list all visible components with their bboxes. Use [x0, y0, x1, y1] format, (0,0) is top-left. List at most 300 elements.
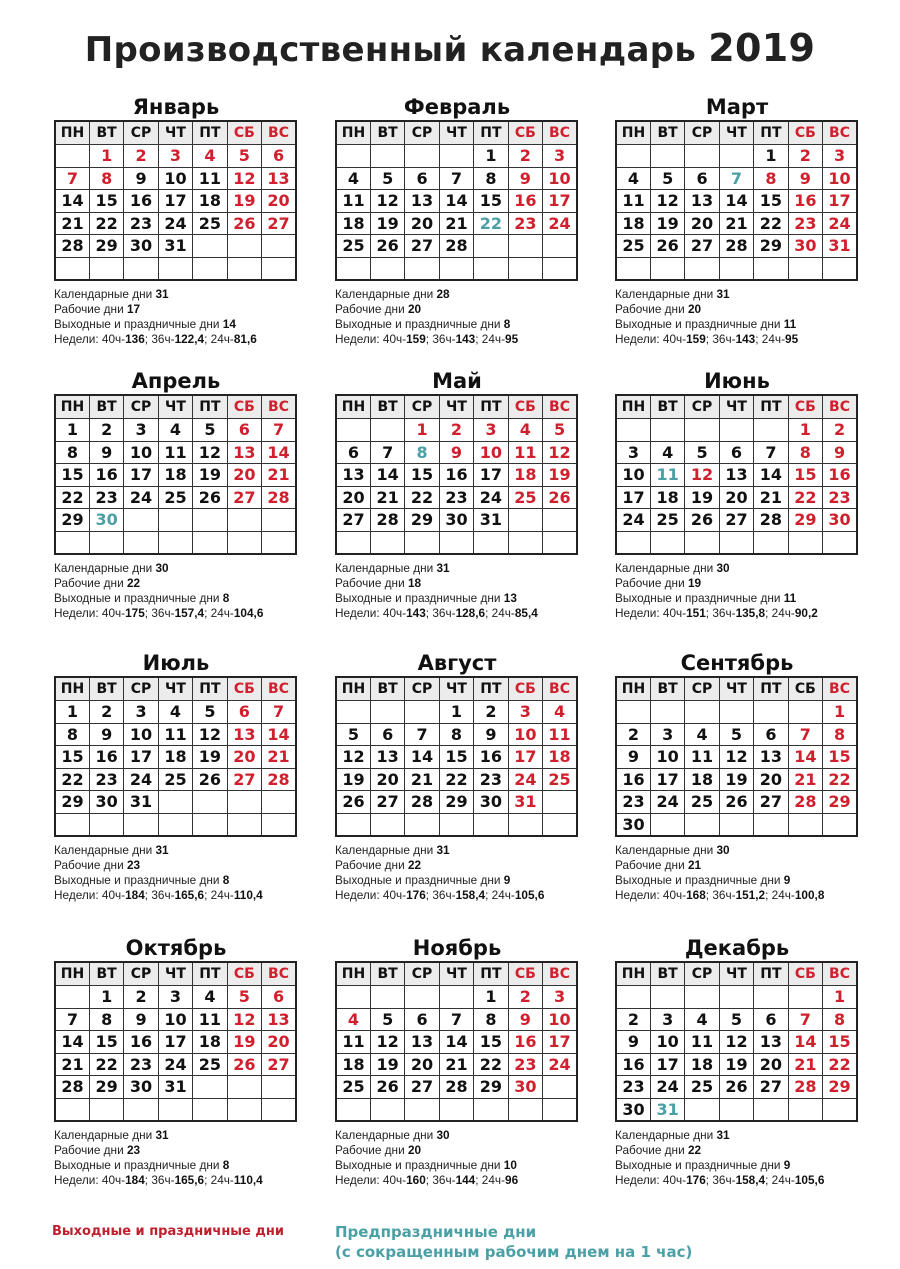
day-cell[interactable]: 11: [685, 1031, 719, 1054]
day-cell[interactable]: 29: [55, 791, 89, 814]
day-cell[interactable]: 24: [823, 212, 857, 235]
day-cell[interactable]: 17: [650, 768, 684, 791]
day-cell[interactable]: 8: [823, 1008, 857, 1031]
day-cell[interactable]: 2: [508, 986, 542, 1009]
day-cell[interactable]: 12: [650, 190, 684, 213]
day-cell[interactable]: 19: [193, 464, 227, 487]
day-cell[interactable]: 5: [193, 701, 227, 724]
day-cell[interactable]: 20: [227, 464, 261, 487]
day-cell[interactable]: 23: [616, 791, 650, 814]
day-cell[interactable]: 1: [788, 419, 822, 442]
day-cell[interactable]: 7: [788, 723, 822, 746]
day-cell[interactable]: 30: [89, 509, 123, 532]
day-cell[interactable]: 24: [474, 486, 508, 509]
day-cell[interactable]: 18: [543, 746, 577, 769]
day-cell[interactable]: 12: [193, 723, 227, 746]
day-cell[interactable]: 24: [124, 768, 158, 791]
day-cell[interactable]: 1: [474, 145, 508, 168]
day-cell[interactable]: 11: [650, 464, 684, 487]
day-cell[interactable]: 16: [616, 768, 650, 791]
day-cell[interactable]: 18: [158, 746, 192, 769]
day-cell[interactable]: 20: [262, 190, 296, 213]
day-cell[interactable]: 28: [788, 1076, 822, 1099]
day-cell[interactable]: 30: [124, 1076, 158, 1099]
day-cell[interactable]: 1: [823, 986, 857, 1009]
day-cell[interactable]: 19: [719, 1053, 753, 1076]
day-cell[interactable]: 1: [55, 419, 89, 442]
day-cell[interactable]: 6: [227, 701, 261, 724]
day-cell[interactable]: 9: [89, 441, 123, 464]
day-cell[interactable]: 29: [439, 791, 473, 814]
day-cell[interactable]: 20: [405, 212, 439, 235]
day-cell[interactable]: 24: [124, 486, 158, 509]
day-cell[interactable]: 19: [336, 768, 370, 791]
day-cell[interactable]: 27: [719, 509, 753, 532]
day-cell[interactable]: 24: [508, 768, 542, 791]
day-cell[interactable]: 22: [439, 768, 473, 791]
day-cell[interactable]: 17: [124, 746, 158, 769]
day-cell[interactable]: 1: [439, 701, 473, 724]
day-cell[interactable]: 23: [89, 486, 123, 509]
day-cell[interactable]: 25: [543, 768, 577, 791]
day-cell[interactable]: 2: [124, 986, 158, 1009]
day-cell[interactable]: 9: [788, 167, 822, 190]
day-cell[interactable]: 16: [616, 1053, 650, 1076]
day-cell[interactable]: 31: [124, 791, 158, 814]
day-cell[interactable]: 14: [370, 464, 404, 487]
day-cell[interactable]: 5: [227, 986, 261, 1009]
day-cell[interactable]: 25: [193, 212, 227, 235]
day-cell[interactable]: 1: [474, 986, 508, 1009]
day-cell[interactable]: 14: [788, 746, 822, 769]
day-cell[interactable]: 21: [55, 212, 89, 235]
day-cell[interactable]: 6: [262, 145, 296, 168]
day-cell[interactable]: 11: [685, 746, 719, 769]
day-cell[interactable]: 26: [336, 791, 370, 814]
day-cell[interactable]: 7: [719, 167, 753, 190]
day-cell[interactable]: 4: [650, 441, 684, 464]
day-cell[interactable]: 30: [788, 235, 822, 258]
day-cell[interactable]: 16: [124, 1031, 158, 1054]
day-cell[interactable]: 6: [719, 441, 753, 464]
day-cell[interactable]: 13: [262, 1008, 296, 1031]
day-cell[interactable]: 11: [193, 1008, 227, 1031]
day-cell[interactable]: 26: [227, 212, 261, 235]
day-cell[interactable]: 27: [262, 212, 296, 235]
day-cell[interactable]: 11: [543, 723, 577, 746]
day-cell[interactable]: 10: [543, 1008, 577, 1031]
day-cell[interactable]: 13: [370, 746, 404, 769]
day-cell[interactable]: 15: [439, 746, 473, 769]
day-cell[interactable]: 22: [55, 486, 89, 509]
day-cell[interactable]: 30: [508, 1076, 542, 1099]
day-cell[interactable]: 14: [55, 190, 89, 213]
day-cell[interactable]: 2: [124, 145, 158, 168]
day-cell[interactable]: 18: [508, 464, 542, 487]
day-cell[interactable]: 31: [508, 791, 542, 814]
day-cell[interactable]: 13: [685, 190, 719, 213]
day-cell[interactable]: 3: [543, 145, 577, 168]
day-cell[interactable]: 18: [685, 1053, 719, 1076]
day-cell[interactable]: 10: [508, 723, 542, 746]
day-cell[interactable]: 12: [719, 746, 753, 769]
day-cell[interactable]: 12: [370, 1031, 404, 1054]
day-cell[interactable]: 2: [616, 723, 650, 746]
day-cell[interactable]: 29: [405, 509, 439, 532]
day-cell[interactable]: 26: [370, 235, 404, 258]
day-cell[interactable]: 25: [508, 486, 542, 509]
day-cell[interactable]: 21: [262, 464, 296, 487]
day-cell[interactable]: 14: [262, 441, 296, 464]
day-cell[interactable]: 6: [227, 419, 261, 442]
day-cell[interactable]: 10: [124, 441, 158, 464]
day-cell[interactable]: 8: [474, 1008, 508, 1031]
day-cell[interactable]: 31: [158, 235, 192, 258]
day-cell[interactable]: 3: [158, 986, 192, 1009]
day-cell[interactable]: 24: [158, 212, 192, 235]
day-cell[interactable]: 27: [405, 1076, 439, 1099]
day-cell[interactable]: 4: [193, 145, 227, 168]
day-cell[interactable]: 12: [227, 167, 261, 190]
day-cell[interactable]: 25: [650, 509, 684, 532]
day-cell[interactable]: 12: [543, 441, 577, 464]
day-cell[interactable]: 3: [650, 723, 684, 746]
day-cell[interactable]: 21: [439, 1053, 473, 1076]
day-cell[interactable]: 17: [124, 464, 158, 487]
day-cell[interactable]: 6: [262, 986, 296, 1009]
day-cell[interactable]: 22: [823, 768, 857, 791]
day-cell[interactable]: 12: [193, 441, 227, 464]
day-cell[interactable]: 22: [754, 212, 788, 235]
day-cell[interactable]: 13: [336, 464, 370, 487]
day-cell[interactable]: 29: [823, 791, 857, 814]
day-cell[interactable]: 20: [262, 1031, 296, 1054]
day-cell[interactable]: 17: [508, 746, 542, 769]
day-cell[interactable]: 1: [823, 701, 857, 724]
day-cell[interactable]: 25: [685, 1076, 719, 1099]
day-cell[interactable]: 29: [474, 1076, 508, 1099]
day-cell[interactable]: 4: [508, 419, 542, 442]
day-cell[interactable]: 11: [508, 441, 542, 464]
day-cell[interactable]: 28: [262, 486, 296, 509]
day-cell[interactable]: 1: [89, 145, 123, 168]
day-cell[interactable]: 27: [405, 235, 439, 258]
day-cell[interactable]: 15: [823, 1031, 857, 1054]
day-cell[interactable]: 3: [158, 145, 192, 168]
day-cell[interactable]: 31: [823, 235, 857, 258]
day-cell[interactable]: 14: [405, 746, 439, 769]
day-cell[interactable]: 21: [719, 212, 753, 235]
day-cell[interactable]: 2: [788, 145, 822, 168]
day-cell[interactable]: 19: [650, 212, 684, 235]
day-cell[interactable]: 11: [158, 441, 192, 464]
day-cell[interactable]: 9: [474, 723, 508, 746]
day-cell[interactable]: 28: [719, 235, 753, 258]
day-cell[interactable]: 9: [89, 723, 123, 746]
day-cell[interactable]: 15: [55, 464, 89, 487]
day-cell[interactable]: 13: [262, 167, 296, 190]
day-cell[interactable]: 8: [55, 441, 89, 464]
day-cell[interactable]: 9: [124, 1008, 158, 1031]
day-cell[interactable]: 4: [158, 419, 192, 442]
day-cell[interactable]: 19: [370, 212, 404, 235]
day-cell[interactable]: 17: [158, 1031, 192, 1054]
day-cell[interactable]: 5: [650, 167, 684, 190]
day-cell[interactable]: 16: [89, 746, 123, 769]
day-cell[interactable]: 2: [89, 419, 123, 442]
day-cell[interactable]: 24: [616, 509, 650, 532]
day-cell[interactable]: 30: [439, 509, 473, 532]
day-cell[interactable]: 9: [616, 746, 650, 769]
day-cell[interactable]: 26: [685, 509, 719, 532]
day-cell[interactable]: 5: [370, 1008, 404, 1031]
day-cell[interactable]: 4: [193, 986, 227, 1009]
day-cell[interactable]: 4: [336, 1008, 370, 1031]
day-cell[interactable]: 10: [823, 167, 857, 190]
day-cell[interactable]: 18: [158, 464, 192, 487]
day-cell[interactable]: 14: [262, 723, 296, 746]
day-cell[interactable]: 22: [55, 768, 89, 791]
day-cell[interactable]: 29: [788, 509, 822, 532]
day-cell[interactable]: 28: [55, 1076, 89, 1099]
day-cell[interactable]: 16: [89, 464, 123, 487]
day-cell[interactable]: 4: [685, 1008, 719, 1031]
day-cell[interactable]: 5: [719, 723, 753, 746]
day-cell[interactable]: 19: [719, 768, 753, 791]
day-cell[interactable]: 10: [650, 1031, 684, 1054]
day-cell[interactable]: 8: [474, 167, 508, 190]
day-cell[interactable]: 13: [754, 1031, 788, 1054]
day-cell[interactable]: 20: [754, 1053, 788, 1076]
day-cell[interactable]: 25: [616, 235, 650, 258]
day-cell[interactable]: 7: [262, 701, 296, 724]
day-cell[interactable]: 3: [124, 419, 158, 442]
day-cell[interactable]: 20: [405, 1053, 439, 1076]
day-cell[interactable]: 22: [823, 1053, 857, 1076]
day-cell[interactable]: 13: [227, 441, 261, 464]
day-cell[interactable]: 18: [650, 486, 684, 509]
day-cell[interactable]: 6: [754, 723, 788, 746]
day-cell[interactable]: 18: [193, 190, 227, 213]
day-cell[interactable]: 21: [788, 768, 822, 791]
day-cell[interactable]: 30: [616, 1098, 650, 1121]
day-cell[interactable]: 19: [227, 1031, 261, 1054]
day-cell[interactable]: 23: [788, 212, 822, 235]
day-cell[interactable]: 1: [55, 701, 89, 724]
day-cell[interactable]: 21: [754, 486, 788, 509]
day-cell[interactable]: 16: [124, 190, 158, 213]
day-cell[interactable]: 21: [55, 1053, 89, 1076]
day-cell[interactable]: 1: [405, 419, 439, 442]
day-cell[interactable]: 7: [262, 419, 296, 442]
day-cell[interactable]: 19: [685, 486, 719, 509]
day-cell[interactable]: 6: [405, 167, 439, 190]
day-cell[interactable]: 14: [719, 190, 753, 213]
day-cell[interactable]: 30: [616, 813, 650, 836]
day-cell[interactable]: 24: [650, 1076, 684, 1099]
day-cell[interactable]: 14: [55, 1031, 89, 1054]
day-cell[interactable]: 14: [439, 190, 473, 213]
day-cell[interactable]: 19: [370, 1053, 404, 1076]
day-cell[interactable]: 13: [227, 723, 261, 746]
day-cell[interactable]: 26: [719, 791, 753, 814]
day-cell[interactable]: 23: [474, 768, 508, 791]
day-cell[interactable]: 9: [823, 441, 857, 464]
day-cell[interactable]: 8: [754, 167, 788, 190]
day-cell[interactable]: 22: [474, 212, 508, 235]
day-cell[interactable]: 26: [193, 768, 227, 791]
day-cell[interactable]: 28: [370, 509, 404, 532]
day-cell[interactable]: 23: [89, 768, 123, 791]
day-cell[interactable]: 14: [788, 1031, 822, 1054]
day-cell[interactable]: 25: [193, 1053, 227, 1076]
day-cell[interactable]: 5: [336, 723, 370, 746]
day-cell[interactable]: 28: [439, 1076, 473, 1099]
day-cell[interactable]: 21: [370, 486, 404, 509]
day-cell[interactable]: 28: [405, 791, 439, 814]
day-cell[interactable]: 26: [370, 1076, 404, 1099]
day-cell[interactable]: 26: [650, 235, 684, 258]
day-cell[interactable]: 22: [788, 486, 822, 509]
day-cell[interactable]: 25: [336, 1076, 370, 1099]
day-cell[interactable]: 15: [55, 746, 89, 769]
day-cell[interactable]: 22: [89, 1053, 123, 1076]
day-cell[interactable]: 10: [543, 167, 577, 190]
day-cell[interactable]: 19: [543, 464, 577, 487]
day-cell[interactable]: 23: [439, 486, 473, 509]
day-cell[interactable]: 5: [193, 419, 227, 442]
day-cell[interactable]: 20: [754, 768, 788, 791]
day-cell[interactable]: 20: [227, 746, 261, 769]
day-cell[interactable]: 17: [616, 486, 650, 509]
day-cell[interactable]: 11: [336, 1031, 370, 1054]
day-cell[interactable]: 28: [262, 768, 296, 791]
day-cell[interactable]: 15: [89, 1031, 123, 1054]
day-cell[interactable]: 11: [616, 190, 650, 213]
day-cell[interactable]: 6: [336, 441, 370, 464]
day-cell[interactable]: 31: [474, 509, 508, 532]
day-cell[interactable]: 19: [227, 190, 261, 213]
day-cell[interactable]: 17: [650, 1053, 684, 1076]
day-cell[interactable]: 18: [336, 212, 370, 235]
day-cell[interactable]: 30: [124, 235, 158, 258]
day-cell[interactable]: 7: [55, 1008, 89, 1031]
day-cell[interactable]: 15: [89, 190, 123, 213]
day-cell[interactable]: 15: [474, 190, 508, 213]
day-cell[interactable]: 1: [754, 145, 788, 168]
day-cell[interactable]: 7: [754, 441, 788, 464]
day-cell[interactable]: 12: [370, 190, 404, 213]
day-cell[interactable]: 25: [158, 768, 192, 791]
day-cell[interactable]: 29: [89, 1076, 123, 1099]
day-cell[interactable]: 7: [788, 1008, 822, 1031]
day-cell[interactable]: 9: [124, 167, 158, 190]
day-cell[interactable]: 18: [616, 212, 650, 235]
day-cell[interactable]: 4: [616, 167, 650, 190]
day-cell[interactable]: 15: [788, 464, 822, 487]
day-cell[interactable]: 8: [788, 441, 822, 464]
day-cell[interactable]: 18: [685, 768, 719, 791]
day-cell[interactable]: 6: [405, 1008, 439, 1031]
day-cell[interactable]: 17: [543, 1031, 577, 1054]
day-cell[interactable]: 23: [823, 486, 857, 509]
day-cell[interactable]: 20: [719, 486, 753, 509]
day-cell[interactable]: 3: [823, 145, 857, 168]
day-cell[interactable]: 17: [158, 190, 192, 213]
day-cell[interactable]: 15: [754, 190, 788, 213]
day-cell[interactable]: 29: [89, 235, 123, 258]
day-cell[interactable]: 31: [650, 1098, 684, 1121]
day-cell[interactable]: 5: [685, 441, 719, 464]
day-cell[interactable]: 8: [89, 1008, 123, 1031]
day-cell[interactable]: 3: [543, 986, 577, 1009]
day-cell[interactable]: 16: [439, 464, 473, 487]
day-cell[interactable]: 16: [508, 1031, 542, 1054]
day-cell[interactable]: 6: [370, 723, 404, 746]
day-cell[interactable]: 7: [405, 723, 439, 746]
day-cell[interactable]: 3: [474, 419, 508, 442]
day-cell[interactable]: 22: [405, 486, 439, 509]
day-cell[interactable]: 8: [405, 441, 439, 464]
day-cell[interactable]: 2: [439, 419, 473, 442]
day-cell[interactable]: 24: [543, 1053, 577, 1076]
day-cell[interactable]: 11: [193, 167, 227, 190]
day-cell[interactable]: 10: [124, 723, 158, 746]
day-cell[interactable]: 16: [508, 190, 542, 213]
day-cell[interactable]: 28: [439, 235, 473, 258]
day-cell[interactable]: 17: [474, 464, 508, 487]
day-cell[interactable]: 8: [439, 723, 473, 746]
day-cell[interactable]: 10: [158, 1008, 192, 1031]
day-cell[interactable]: 27: [227, 486, 261, 509]
day-cell[interactable]: 24: [158, 1053, 192, 1076]
day-cell[interactable]: 23: [508, 1053, 542, 1076]
day-cell[interactable]: 1: [89, 986, 123, 1009]
day-cell[interactable]: 2: [89, 701, 123, 724]
day-cell[interactable]: 3: [616, 441, 650, 464]
day-cell[interactable]: 10: [158, 167, 192, 190]
day-cell[interactable]: 5: [370, 167, 404, 190]
day-cell[interactable]: 21: [788, 1053, 822, 1076]
day-cell[interactable]: 23: [124, 212, 158, 235]
day-cell[interactable]: 27: [754, 791, 788, 814]
day-cell[interactable]: 27: [754, 1076, 788, 1099]
day-cell[interactable]: 2: [508, 145, 542, 168]
day-cell[interactable]: 11: [336, 190, 370, 213]
day-cell[interactable]: 30: [474, 791, 508, 814]
day-cell[interactable]: 10: [616, 464, 650, 487]
day-cell[interactable]: 8: [55, 723, 89, 746]
day-cell[interactable]: 5: [227, 145, 261, 168]
day-cell[interactable]: 30: [823, 509, 857, 532]
day-cell[interactable]: 20: [370, 768, 404, 791]
day-cell[interactable]: 2: [823, 419, 857, 442]
day-cell[interactable]: 13: [405, 190, 439, 213]
day-cell[interactable]: 6: [685, 167, 719, 190]
day-cell[interactable]: 25: [685, 791, 719, 814]
day-cell[interactable]: 10: [650, 746, 684, 769]
day-cell[interactable]: 16: [788, 190, 822, 213]
day-cell[interactable]: 27: [336, 509, 370, 532]
day-cell[interactable]: 27: [685, 235, 719, 258]
day-cell[interactable]: 10: [474, 441, 508, 464]
day-cell[interactable]: 4: [685, 723, 719, 746]
day-cell[interactable]: 5: [719, 1008, 753, 1031]
day-cell[interactable]: 7: [55, 167, 89, 190]
day-cell[interactable]: 9: [616, 1031, 650, 1054]
day-cell[interactable]: 14: [754, 464, 788, 487]
day-cell[interactable]: 16: [474, 746, 508, 769]
